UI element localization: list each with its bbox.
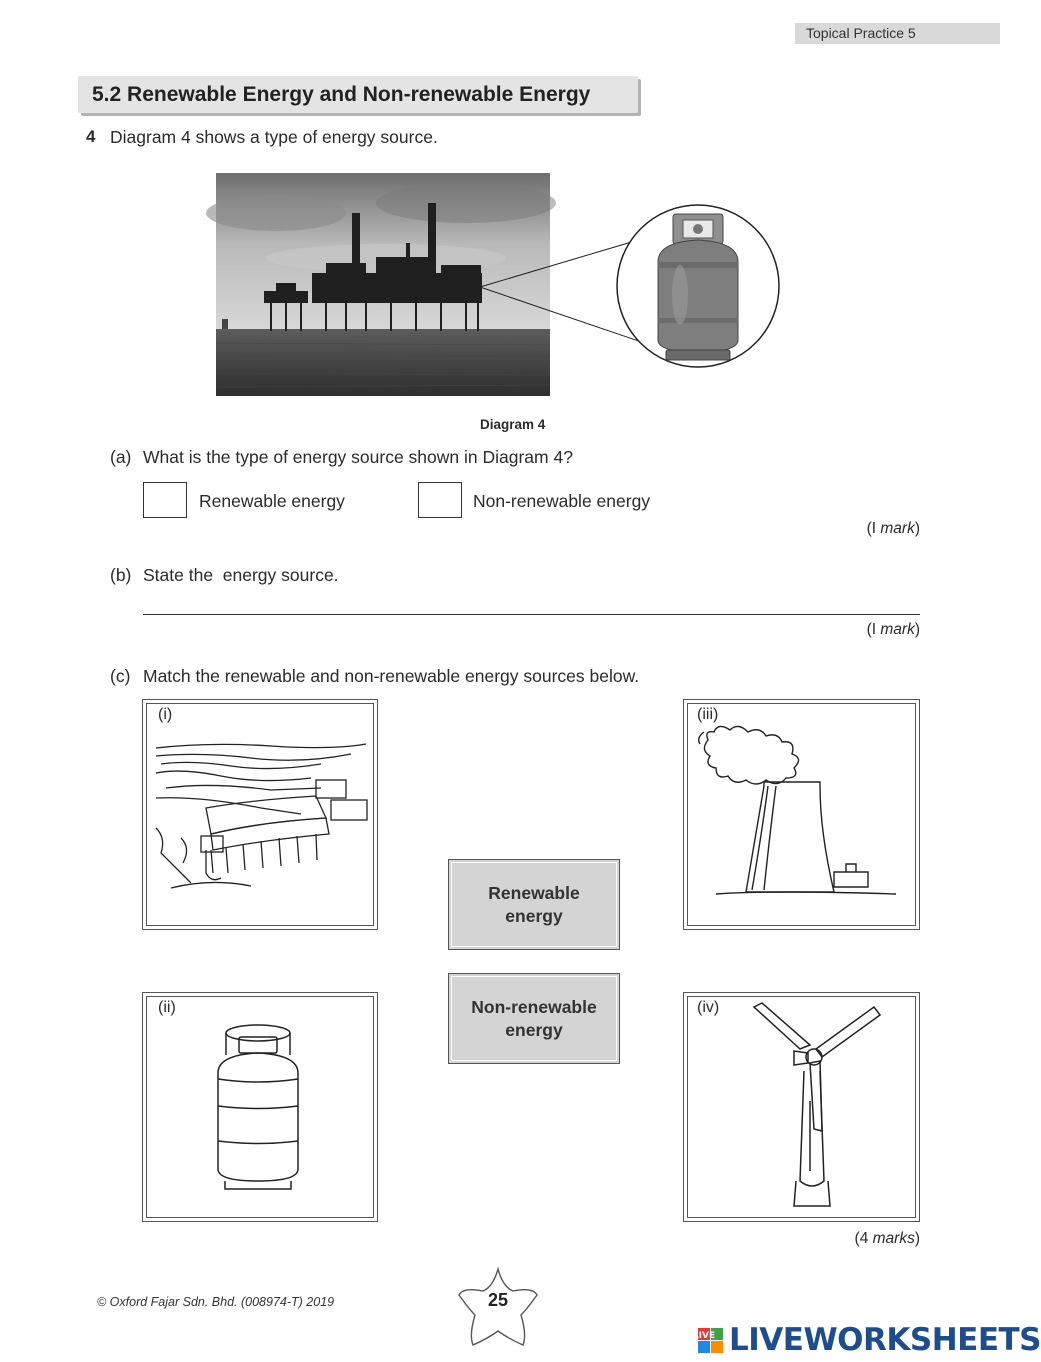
page-number-star [455,1265,541,1351]
picture-iv-wind-turbine[interactable] [683,992,920,1222]
part-a-marks: (I mark) [866,520,920,537]
non-renewable-energy-box[interactable]: Non-renewable energy [448,973,620,1064]
part-b-label: (b) [110,565,132,585]
part-b-answer-line[interactable] [143,614,920,615]
logo-badge-text: LIVE [692,1331,716,1341]
part-b-question: State the energy source. [143,565,339,585]
picture-i-hydro-dam[interactable] [142,699,378,930]
section-title: 5.2 Renewable Energy and Non-renewable Energy [78,76,638,113]
liveworksheets-brand[interactable]: LIVEWORKSHEETS [729,1322,1041,1358]
picture-ii-label: (ii) [158,999,176,1016]
part-a-question: What is the type of energy source shown in Diagram 4? [143,447,573,467]
question-text: Diagram 4 shows a type of energy source. [110,127,438,147]
cooling-tower-icon [696,722,911,912]
renewable-energy-box[interactable]: Renewable energy [448,859,620,950]
part-c-question: Match the renewable and non-renewable energy sources below. [143,666,640,686]
non-renewable-checkbox[interactable] [418,482,462,518]
picture-iv-label: (iv) [697,999,720,1016]
part-b-marks: (I mark) [866,621,920,638]
renewable-checkbox[interactable] [143,482,187,518]
picture-iii-label: (iii) [697,706,719,723]
dam-icon [151,738,371,898]
renewable-option-label: Renewable energy [199,491,345,511]
part-c-marks: (4 marks) [854,1230,920,1247]
copyright-text: © Oxford Fajar Sdn. Bhd. (008974-T) 2019 [97,1295,335,1309]
wind-turbine-icon [734,1001,894,1211]
gas-cylinder-icon [203,1021,313,1191]
part-a-label: (a) [110,447,132,467]
gas-cylinder-zoom [480,200,785,370]
picture-ii-gas-cylinder[interactable] [142,992,378,1222]
liveworksheets-logo-icon [692,1328,724,1354]
part-c-label: (c) [110,666,131,686]
diagram-caption: Diagram 4 [480,417,546,432]
topical-practice-tag: Topical Practice 5 [795,23,1000,44]
picture-i-label: (i) [158,706,173,723]
question-number: 4 [86,127,96,146]
non-renewable-option-label: Non-renewable energy [473,491,651,511]
picture-iii-power-plant[interactable] [683,699,920,930]
page-number: 25 [487,1290,509,1310]
